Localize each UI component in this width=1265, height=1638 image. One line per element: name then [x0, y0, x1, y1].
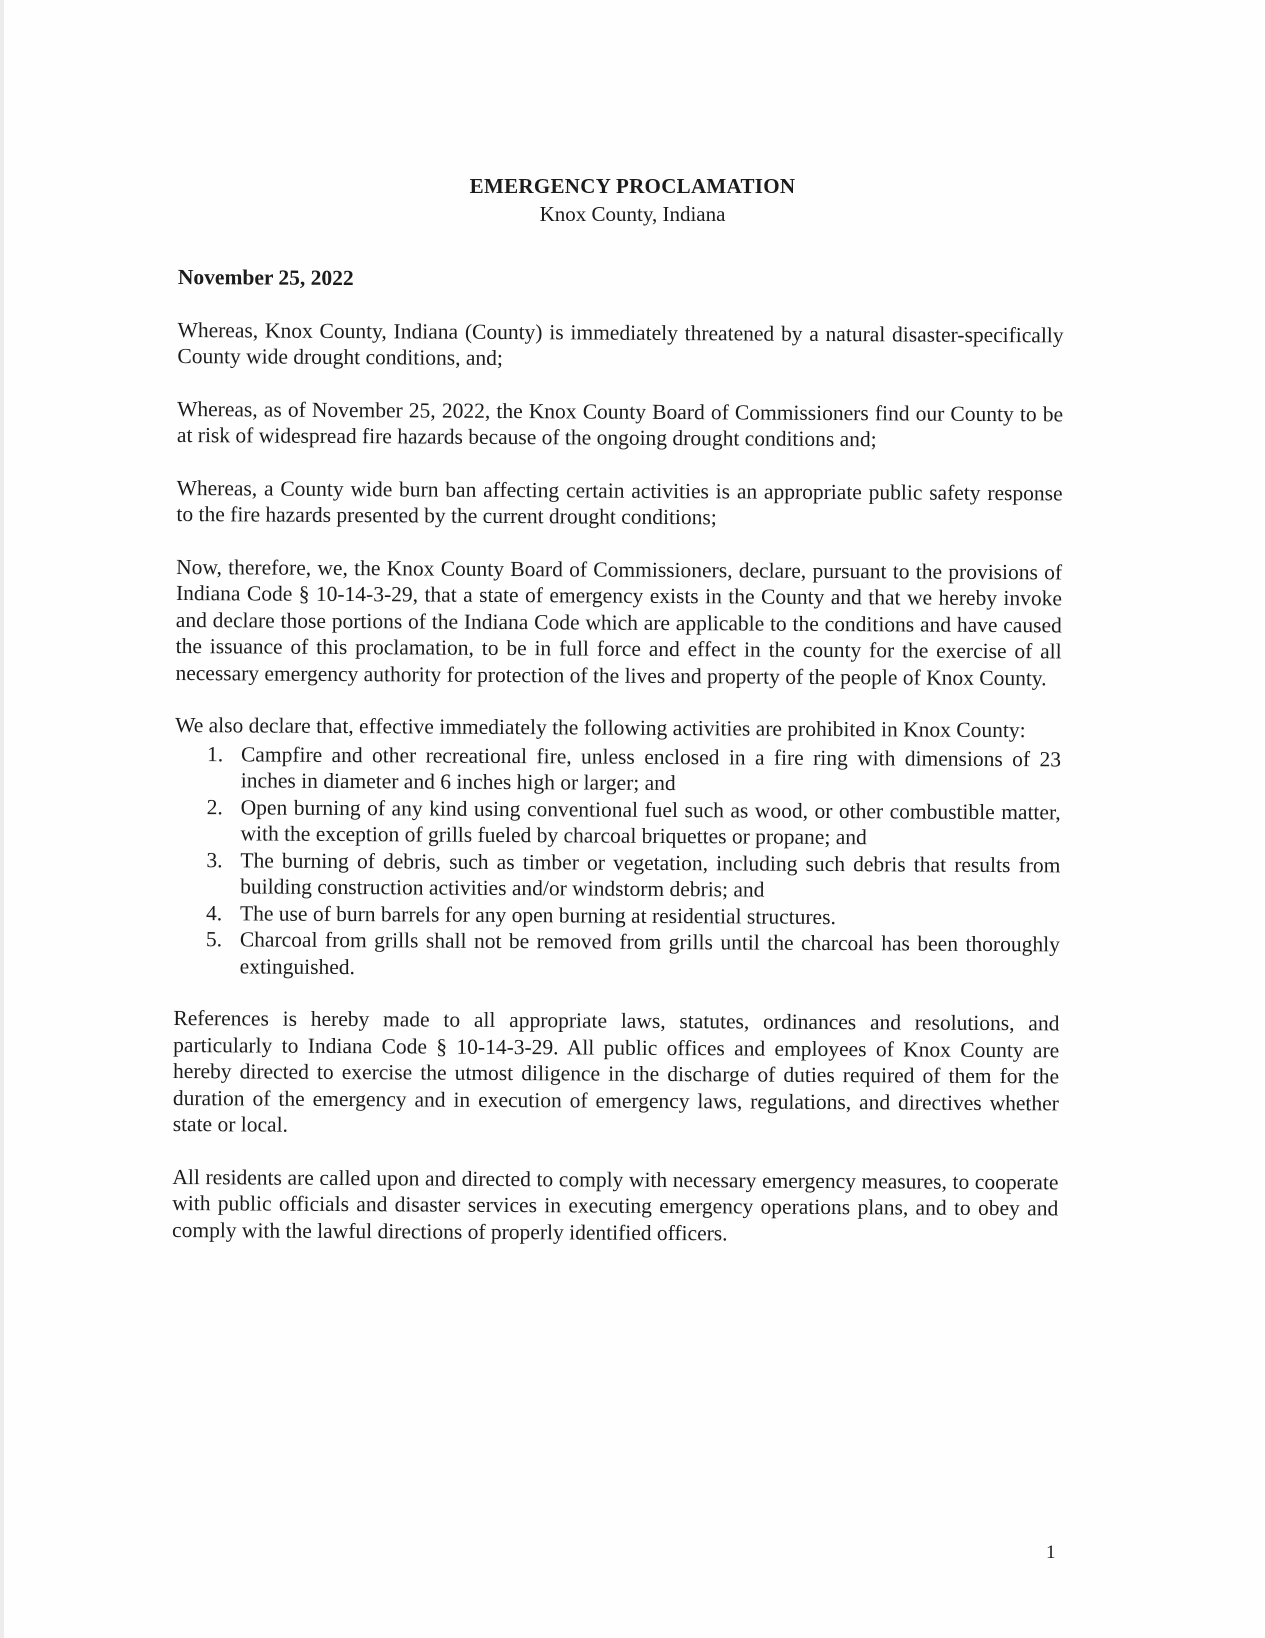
paragraph-whereas-burn-ban: Whereas, a County wide burn ban affecting certain activities is an appropriate public safety response to the fire hazards presented by the current drought conditions;: [176, 475, 1063, 530]
paragraph-references: References is hereby made to all appropriate laws, statutes, ordinances and resolutions, and particularly to Indiana Code § 10-14-3-29. All public offices and employees of Knox County are hereby directed to exercise the utmost diligence in the discharge of duties required of them for the duration of the emergency and in execution of emergency laws, regulations, and directives whether state or local.: [172, 1005, 1060, 1137]
paragraph-prohibitions-intro: We also declare that, effective immediately the following activities are prohibited in Knox County:: [175, 712, 1026, 743]
list-item-number: 3.: [206, 847, 223, 872]
list-item-text: The use of burn barrels for any open burning at residential structures.: [239, 900, 836, 929]
document-header: [0, 172, 1265, 228]
document-body: [172, 264, 1064, 1274]
document-subtitle: Knox County, Indiana: [539, 202, 726, 226]
list-item: [174, 793, 1060, 851]
list-item-text: Open burning of any kind using conventional fuel such as wood, or other combustible matter, with the exception of grills fueled by charcoal briquettes or propane; and: [240, 794, 1061, 850]
list-item: [174, 926, 1060, 984]
list-item-text: Charcoal from grills shall not be removed from grills until the charcoal has been thoroughly extinguished.: [239, 927, 1060, 979]
list-item-number: 2.: [206, 794, 223, 819]
list-item-number: 4.: [205, 900, 223, 925]
proclamation-date: November 25, 2022: [177, 264, 354, 291]
paragraph-declaration: Now, therefore, we, the Knox County Board of Commissioners, declare, pursuant to the provisions of Indiana Code § 10-14-3-29, that a state of emergency exists in the County and that we hereby invoke and declare those portions of the Indiana Code which are applicable to the conditions and have caused the issuance of this proclamation, to be in full force and effect in the county for the exercise of all necessary emergency authority for protection of the lives and property of the people of Knox County.: [175, 554, 1063, 690]
paragraph-whereas-threat: Whereas, Knox County, Indiana (County) is immediately threatened by a natural disaster-specifically County wide drought conditions, and;: [177, 317, 1064, 370]
document-title: EMERGENCY PROCLAMATION: [469, 174, 796, 198]
paragraph-residents: All residents are called upon and directed to comply with necessary emergency measures, to cooperate with public officials and disaster services in executing emergency operations plans, and to obey and comply with the lawful directions of properly identified officers.: [172, 1164, 1059, 1245]
page-number: 1: [1046, 1542, 1056, 1563]
list-item-text: The burning of debris, such as timber or vegetation, including such debris that results from building construction activities and/or windstorm debris; and: [240, 847, 1061, 902]
list-item-number: 5.: [205, 927, 223, 952]
list-item: [175, 740, 1061, 798]
prohibited-activities-list: [174, 740, 1061, 984]
list-item-text: Campfire and other recreational fire, unless enclosed in a fire ring with dimensions of 23 inches in diameter and 6 inches high or larger; and: [240, 741, 1062, 796]
list-item-number: 1.: [206, 741, 224, 766]
list-item: [174, 846, 1060, 904]
paragraph-whereas-risk: Whereas, as of November 25, 2022, the Knox County Board of Commissioners find our County to be at risk of widespread fire hazards because of the ongoing drought conditions and;: [176, 396, 1064, 452]
